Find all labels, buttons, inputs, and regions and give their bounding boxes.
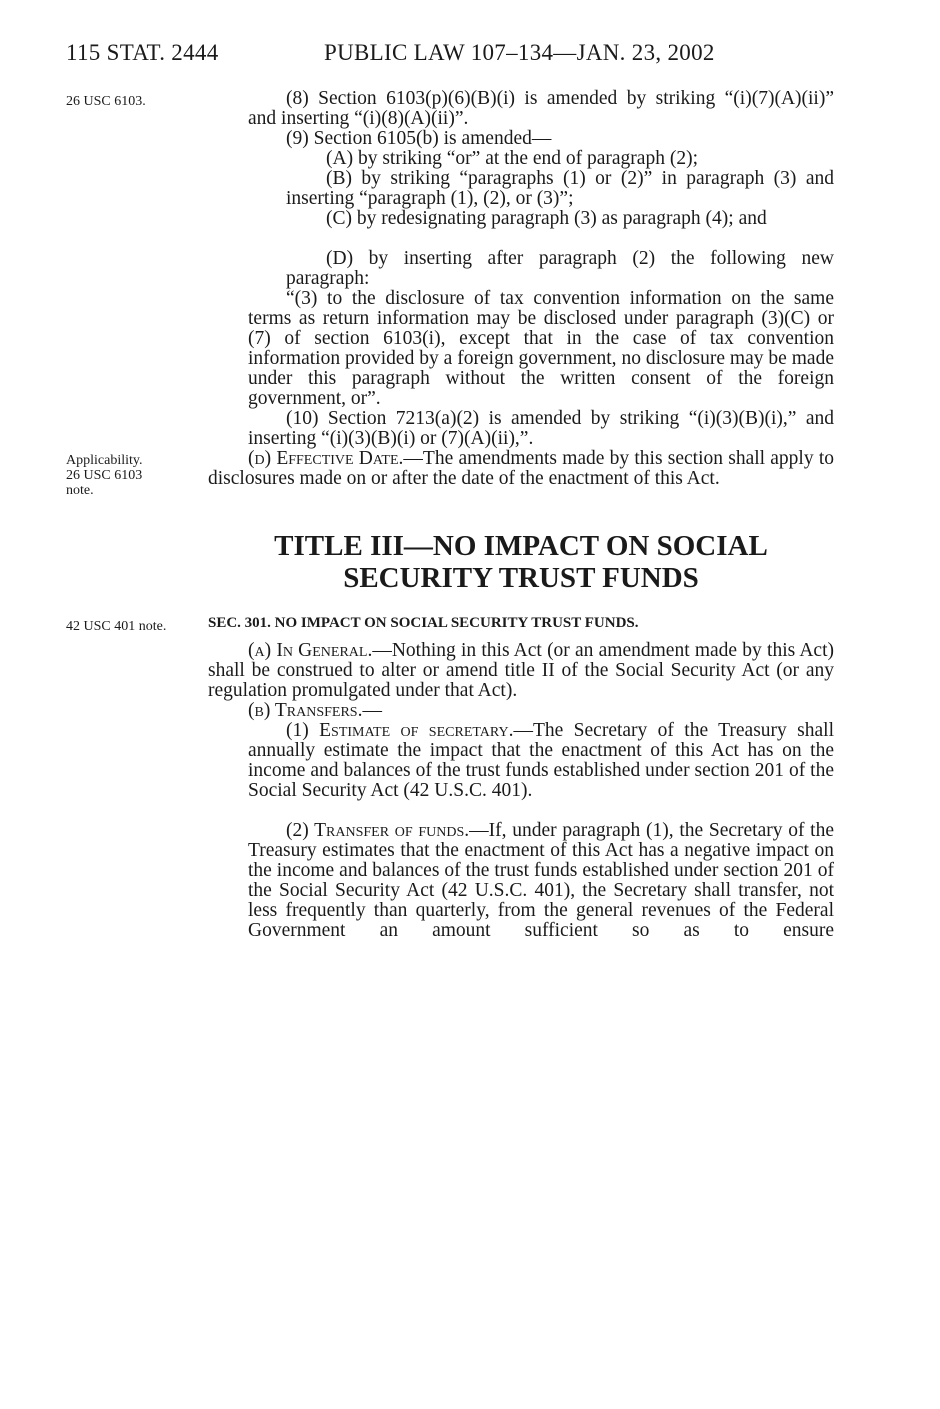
paragraph-d-effective-date: [208, 449, 834, 489]
page-stat-citation: 115 STAT. 2444: [66, 40, 219, 65]
paragraph-9C: (C) by redesignating paragraph (3) as paragraph (4); and: [326, 208, 767, 229]
paragraph-1-label: (1) Estimate of secretary.: [286, 720, 514, 741]
margin-note-line: note.: [66, 483, 94, 498]
paragraph-d-label: (d) Effective Date.: [248, 448, 404, 469]
title-line-1: TITLE III—NO IMPACT ON SOCIAL: [274, 530, 768, 562]
subsection-a-text: —Nothing in this Act (or an amendment made by this Act) shall be construed to alter or amend title II of the Social Security Act (or any regulation promulgated under that Act).: [208, 640, 834, 701]
title-line-2: SECURITY TRUST FUNDS: [343, 562, 699, 594]
subsection-b-paragraph-1: [248, 721, 834, 801]
paragraph-10: (10) Section 7213(a)(2) is amended by striking “(i)(3)(B)(i),” and inserting “(i)(3)(B)(i) or (7)(A)(ii),”.: [248, 408, 834, 449]
paragraph-d-text: —The amendments made by this section shall apply to disclosures made on or after the date of the enactment of this Act.: [208, 448, 834, 489]
section-301-subsection-a: [208, 641, 834, 701]
paragraph-1-text: —The Secretary of the Treasury shall annually estimate the impact that the enactment of this Act has on the income and balances of the trust funds established under section 201 of the Social Security Act (42 U.S.C. 401).: [248, 720, 834, 801]
paragraph-9D: (D) by inserting after paragraph (2) the following new paragraph:: [286, 248, 834, 289]
title-iii-heading: [208, 530, 834, 594]
paragraph-2-label: (2) Transfer of funds.: [286, 820, 470, 841]
subsection-b-paragraph-2: [248, 821, 834, 941]
margin-note-applicability: [66, 453, 142, 498]
section-301-subsection-b: [248, 701, 834, 721]
subsection-a-label: (a) In General.: [248, 640, 373, 661]
page-law-header: PUBLIC LAW 107–134—JAN. 23, 2002: [324, 40, 715, 65]
margin-note-26usc6103: 26 USC 6103.: [66, 94, 146, 109]
paragraph-2-text: —If, under paragraph (1), the Secretary of the Treasury estimates that the enactment of this Act has a negative impact on the income and balances of the trust funds established under section 201 of the Social Security Act (42 U.S.C. 401), the Secretary shall transfer, not less frequently than quarterly, from the general revenues of the Federal Government an amount sufficient so as to ensure: [248, 820, 834, 941]
paragraph-8: (8) Section 6103(p)(6)(B)(i) is amended by striking “(i)(7)(A)(ii)” and inserting “(i)(8)(A)(ii)”.: [248, 88, 834, 129]
paragraph-9A: (A) by striking “or” at the end of paragraph (2);: [326, 148, 698, 169]
paragraph-9B: (B) by striking “paragraphs (1) or (2)” in paragraph (3) and inserting “paragraph (1), (2), or (3)”;: [286, 168, 834, 209]
subsection-b-text: —: [362, 700, 382, 721]
paragraph-9D-quoted-text: “(3) to the disclosure of tax convention information on the same terms as return information may be disclosed under paragraph (3)(C) or (7) of section 6103(i), except that in the case of tax convention information provided by a foreign government, no disclosure may be made under this paragraph without the written consent of the foreign government, or”.: [248, 288, 834, 409]
margin-note-line: Applicability.: [66, 453, 143, 468]
margin-note-line: 26 USC 6103: [66, 468, 143, 483]
section-301-heading: SEC. 301. NO IMPACT ON SOCIAL SECURITY TRUST FUNDS.: [208, 615, 639, 631]
margin-note-42usc401: 42 USC 401 note.: [66, 619, 167, 634]
subsection-b-label: (b) Transfers.: [248, 700, 363, 721]
paragraph-9: (9) Section 6105(b) is amended—: [286, 128, 552, 149]
